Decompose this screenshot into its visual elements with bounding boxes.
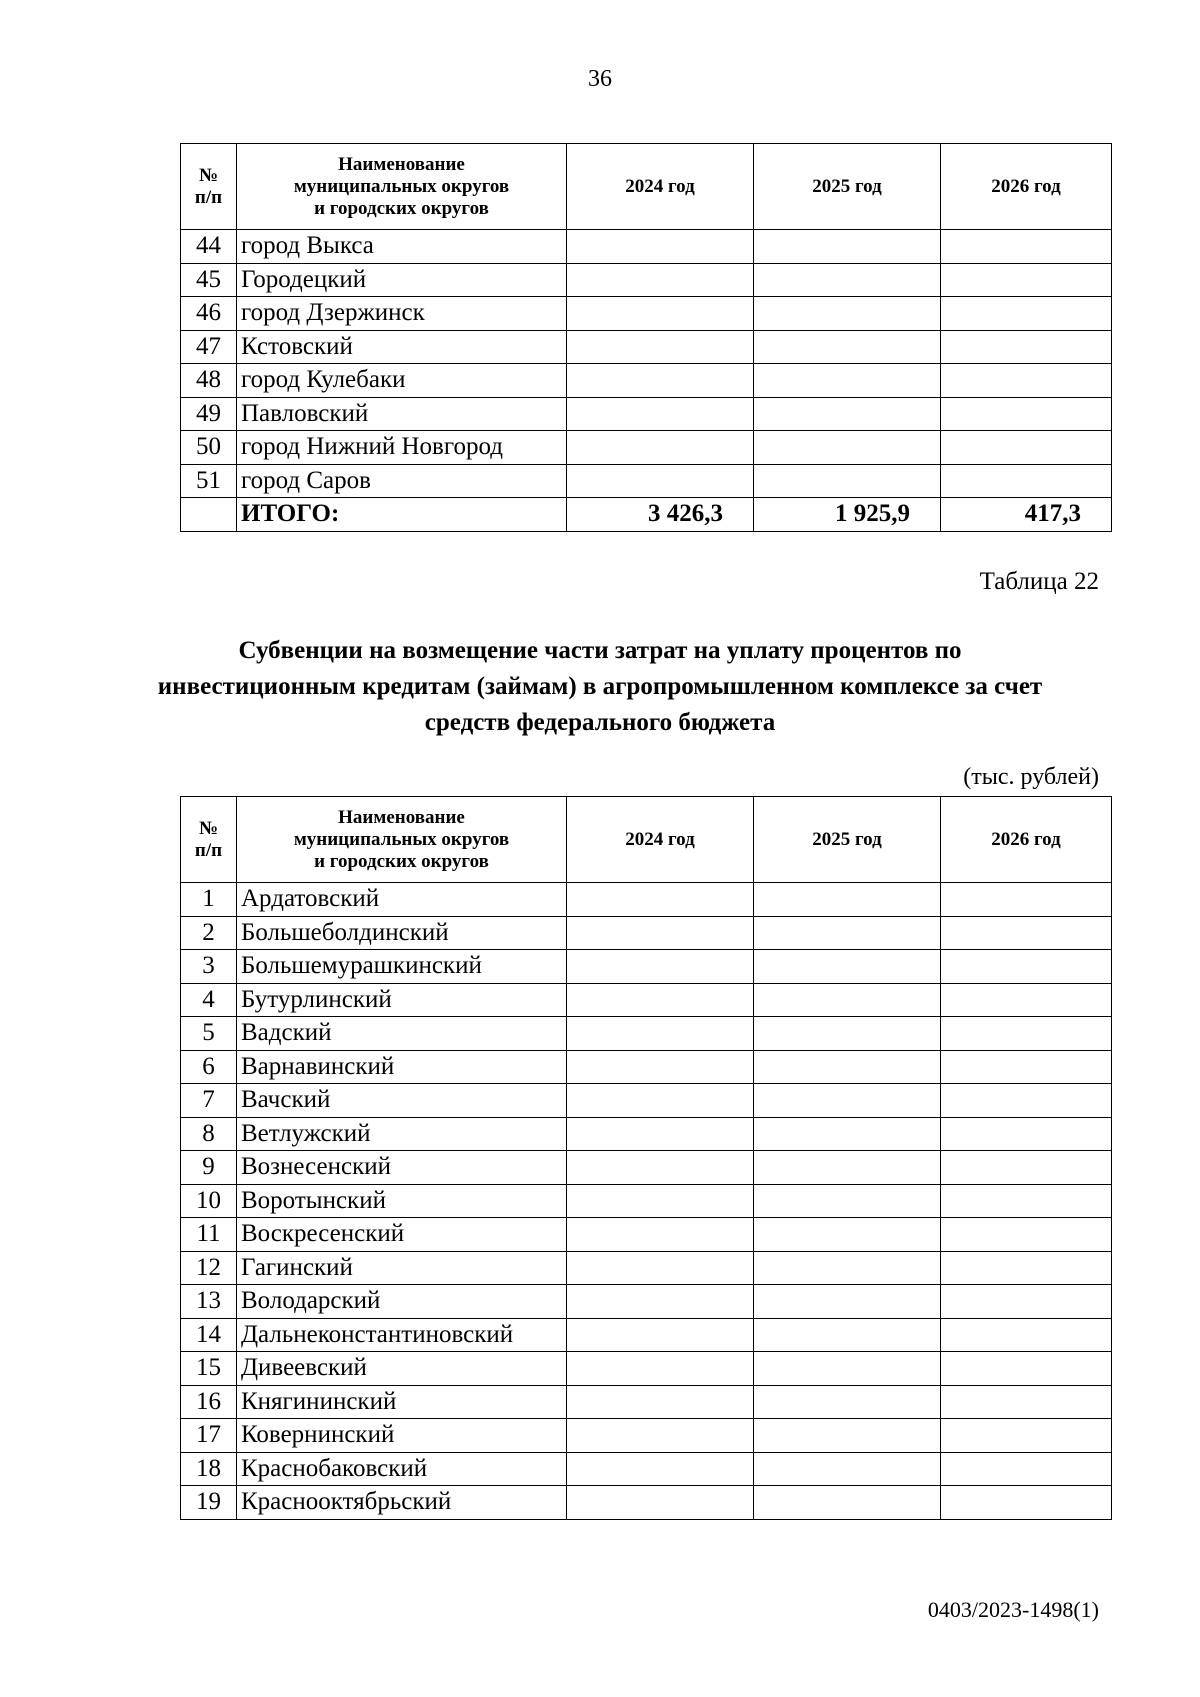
row-2024-cell [567,1117,754,1151]
row-2026-cell [941,1385,1112,1419]
row-2024-cell [567,1285,754,1319]
row-2026-cell [941,883,1112,917]
row-number: 16 [181,1385,237,1419]
row-2024-cell [567,431,754,465]
row-district-name: Дивеевский [237,1352,567,1386]
row-district-name: Павловский [237,397,567,431]
row-number: 49 [181,397,237,431]
row-district-name: город Саров [237,464,567,498]
table-row [181,1117,1112,1151]
table-row [181,1151,1112,1185]
row-2025-cell [754,883,941,917]
row-2026-cell [941,1285,1112,1319]
row-district-name: город Кулебаки [237,364,567,398]
total-2025: 1 925,9 [754,498,941,532]
row-2026-cell [941,1486,1112,1520]
row-district-name: Вадский [237,1017,567,1051]
table-row [181,983,1112,1017]
table-row [181,916,1112,950]
row-2024-cell [567,464,754,498]
row-district-name: Ветлужский [237,1117,567,1151]
row-2024-cell [567,1452,754,1486]
row-number: 19 [181,1486,237,1520]
row-2025-cell [754,983,941,1017]
header-name: Наименование муниципальных округов и городских округов [237,797,567,883]
row-2026-cell [941,1084,1112,1118]
row-number: 9 [181,1151,237,1185]
table-21 [180,143,1112,532]
row-2024-cell [567,1318,754,1352]
table-row [181,1017,1112,1051]
row-2026-cell [941,1218,1112,1252]
row-district-name: Большемурашкинский [237,950,567,984]
row-district-name: Дальнеконстантиновский [237,1318,567,1352]
row-2024-cell [567,1184,754,1218]
table-row [181,1452,1112,1486]
total-label: ИТОГО: [237,498,567,532]
row-2024-cell [567,230,754,264]
header-2026: 2026 год [941,144,1112,230]
row-2026-cell [941,431,1112,465]
row-district-name: Большеболдинский [237,916,567,950]
table-row [181,297,1112,331]
page-number: 36 [588,66,612,92]
row-2025-cell [754,1050,941,1084]
row-number: 6 [181,1050,237,1084]
row-2026-cell [941,263,1112,297]
row-district-name: Гагинский [237,1251,567,1285]
row-number: 14 [181,1318,237,1352]
row-number: 15 [181,1352,237,1386]
row-number: 45 [181,263,237,297]
row-number: 10 [181,1184,237,1218]
table-22-body [181,883,1112,1520]
row-number: 2 [181,916,237,950]
row-2024-cell [567,950,754,984]
row-2025-cell [754,1184,941,1218]
row-district-name: Городецкий [237,263,567,297]
row-2024-cell [567,397,754,431]
table-row [181,1218,1112,1252]
row-district-name: Бутурлинский [237,983,567,1017]
row-2024-cell [567,1419,754,1453]
table-row [181,950,1112,984]
row-2024-cell [567,364,754,398]
row-number: 3 [181,950,237,984]
row-number: 1 [181,883,237,917]
header-num: № п/п [181,797,237,883]
table-row [181,883,1112,917]
row-2026-cell [941,397,1112,431]
table-22-label: Таблица 22 [979,568,1099,595]
row-2026-cell [941,1318,1112,1352]
row-2026-cell [941,1117,1112,1151]
row-2026-cell [941,916,1112,950]
row-2026-cell [941,1017,1112,1051]
row-2026-cell [941,330,1112,364]
row-number: 46 [181,297,237,331]
row-2025-cell [754,916,941,950]
row-2025-cell [754,364,941,398]
row-2026-cell [941,1151,1112,1185]
row-2024-cell [567,1218,754,1252]
row-2024-cell [567,1084,754,1118]
table-row [181,330,1112,364]
row-number: 12 [181,1251,237,1285]
row-number: 4 [181,983,237,1017]
row-district-name: Ковернинский [237,1419,567,1453]
row-2025-cell [754,1285,941,1319]
document-code: 0403/2023-1498(1) [927,1597,1099,1622]
row-district-name: Володарский [237,1285,567,1319]
row-district-name: Княгининский [237,1385,567,1419]
table-row [181,364,1112,398]
row-2024-cell [567,330,754,364]
row-2026-cell [941,950,1112,984]
units-label: (тыс. рублей) [963,764,1099,790]
row-2024-cell [567,916,754,950]
row-2026-cell [941,230,1112,264]
table-row [181,263,1112,297]
table-row [181,397,1112,431]
row-number: 48 [181,364,237,398]
row-2026-cell [941,1352,1112,1386]
row-2026-cell [941,1452,1112,1486]
row-number: 8 [181,1117,237,1151]
table-row [181,1486,1112,1520]
row-2026-cell [941,297,1112,331]
row-2026-cell [941,983,1112,1017]
row-2025-cell [754,1117,941,1151]
row-number: 50 [181,431,237,465]
header-2024: 2024 год [567,144,754,230]
table-row [181,1285,1112,1319]
row-number: 18 [181,1452,237,1486]
header-2024: 2024 год [567,797,754,883]
row-2025-cell [754,330,941,364]
row-2025-cell [754,431,941,465]
total-2024: 3 426,3 [567,498,754,532]
row-2026-cell [941,1251,1112,1285]
row-2025-cell [754,464,941,498]
header-2026: 2026 год [941,797,1112,883]
table-row [181,1050,1112,1084]
total-2026: 417,3 [941,498,1112,532]
row-2025-cell [754,1151,941,1185]
row-2025-cell [754,397,941,431]
row-2025-cell [754,1084,941,1118]
header-2025: 2025 год [754,797,941,883]
row-2025-cell [754,1017,941,1051]
row-2026-cell [941,1184,1112,1218]
row-2026-cell [941,464,1112,498]
row-2026-cell [941,364,1112,398]
table-row [181,431,1112,465]
row-district-name: Ардатовский [237,883,567,917]
row-number: 7 [181,1084,237,1118]
row-2025-cell [754,1419,941,1453]
row-2024-cell [567,1151,754,1185]
table-row [181,1419,1112,1453]
table-22-title: Субвенции на возмещение части затрат на уплату процентов по инвестиционным кредитам (займам) в агропромышленном комплексе за счет средств федерального бюджета [157,637,1043,736]
table-row [181,1385,1112,1419]
row-2024-cell [567,1017,754,1051]
row-district-name: Краснобаковский [237,1452,567,1486]
row-2026-cell [941,1419,1112,1453]
row-2024-cell [567,1385,754,1419]
table-row [181,1084,1112,1118]
row-2024-cell [567,297,754,331]
header-name: Наименование муниципальных округов и городских округов [237,144,567,230]
row-2024-cell [567,263,754,297]
row-number: 17 [181,1419,237,1453]
table-22 [180,796,1112,1520]
row-district-name: Вознесенский [237,1151,567,1185]
table-21-body [181,230,1112,498]
row-number: 11 [181,1218,237,1252]
row-2025-cell [754,297,941,331]
row-number: 44 [181,230,237,264]
row-2025-cell [754,1352,941,1386]
table-row [181,1251,1112,1285]
row-district-name: Кстовский [237,330,567,364]
row-number: 47 [181,330,237,364]
header-num: № п/п [181,144,237,230]
row-2025-cell [754,1486,941,1520]
row-2026-cell [941,1050,1112,1084]
table-row [181,1352,1112,1386]
row-2025-cell [754,1452,941,1486]
table-row [181,230,1112,264]
row-2025-cell [754,950,941,984]
table-header-row [181,144,1112,230]
row-district-name: Воротынский [237,1184,567,1218]
row-2024-cell [567,1251,754,1285]
row-2024-cell [567,1050,754,1084]
row-2025-cell [754,1385,941,1419]
header-2025: 2025 год [754,144,941,230]
row-2024-cell [567,1486,754,1520]
row-district-name: Краснооктябрьский [237,1486,567,1520]
row-2025-cell [754,1318,941,1352]
row-district-name: город Дзержинск [237,297,567,331]
row-district-name: город Выкса [237,230,567,264]
table-row [181,1184,1112,1218]
row-number: 13 [181,1285,237,1319]
row-2025-cell [754,263,941,297]
row-number: 51 [181,464,237,498]
table-header-row [181,797,1112,883]
row-2024-cell [567,983,754,1017]
total-num-cell [181,498,237,532]
row-2025-cell [754,230,941,264]
row-2025-cell [754,1218,941,1252]
row-2024-cell [567,1352,754,1386]
row-number: 5 [181,1017,237,1051]
table-row [181,464,1112,498]
row-district-name: Воскресенский [237,1218,567,1252]
row-district-name: Вачский [237,1084,567,1118]
row-district-name: город Нижний Новгород [237,431,567,465]
row-2025-cell [754,1251,941,1285]
table-row [181,1318,1112,1352]
row-2024-cell [567,883,754,917]
total-row [181,498,1112,532]
row-district-name: Варнавинский [237,1050,567,1084]
